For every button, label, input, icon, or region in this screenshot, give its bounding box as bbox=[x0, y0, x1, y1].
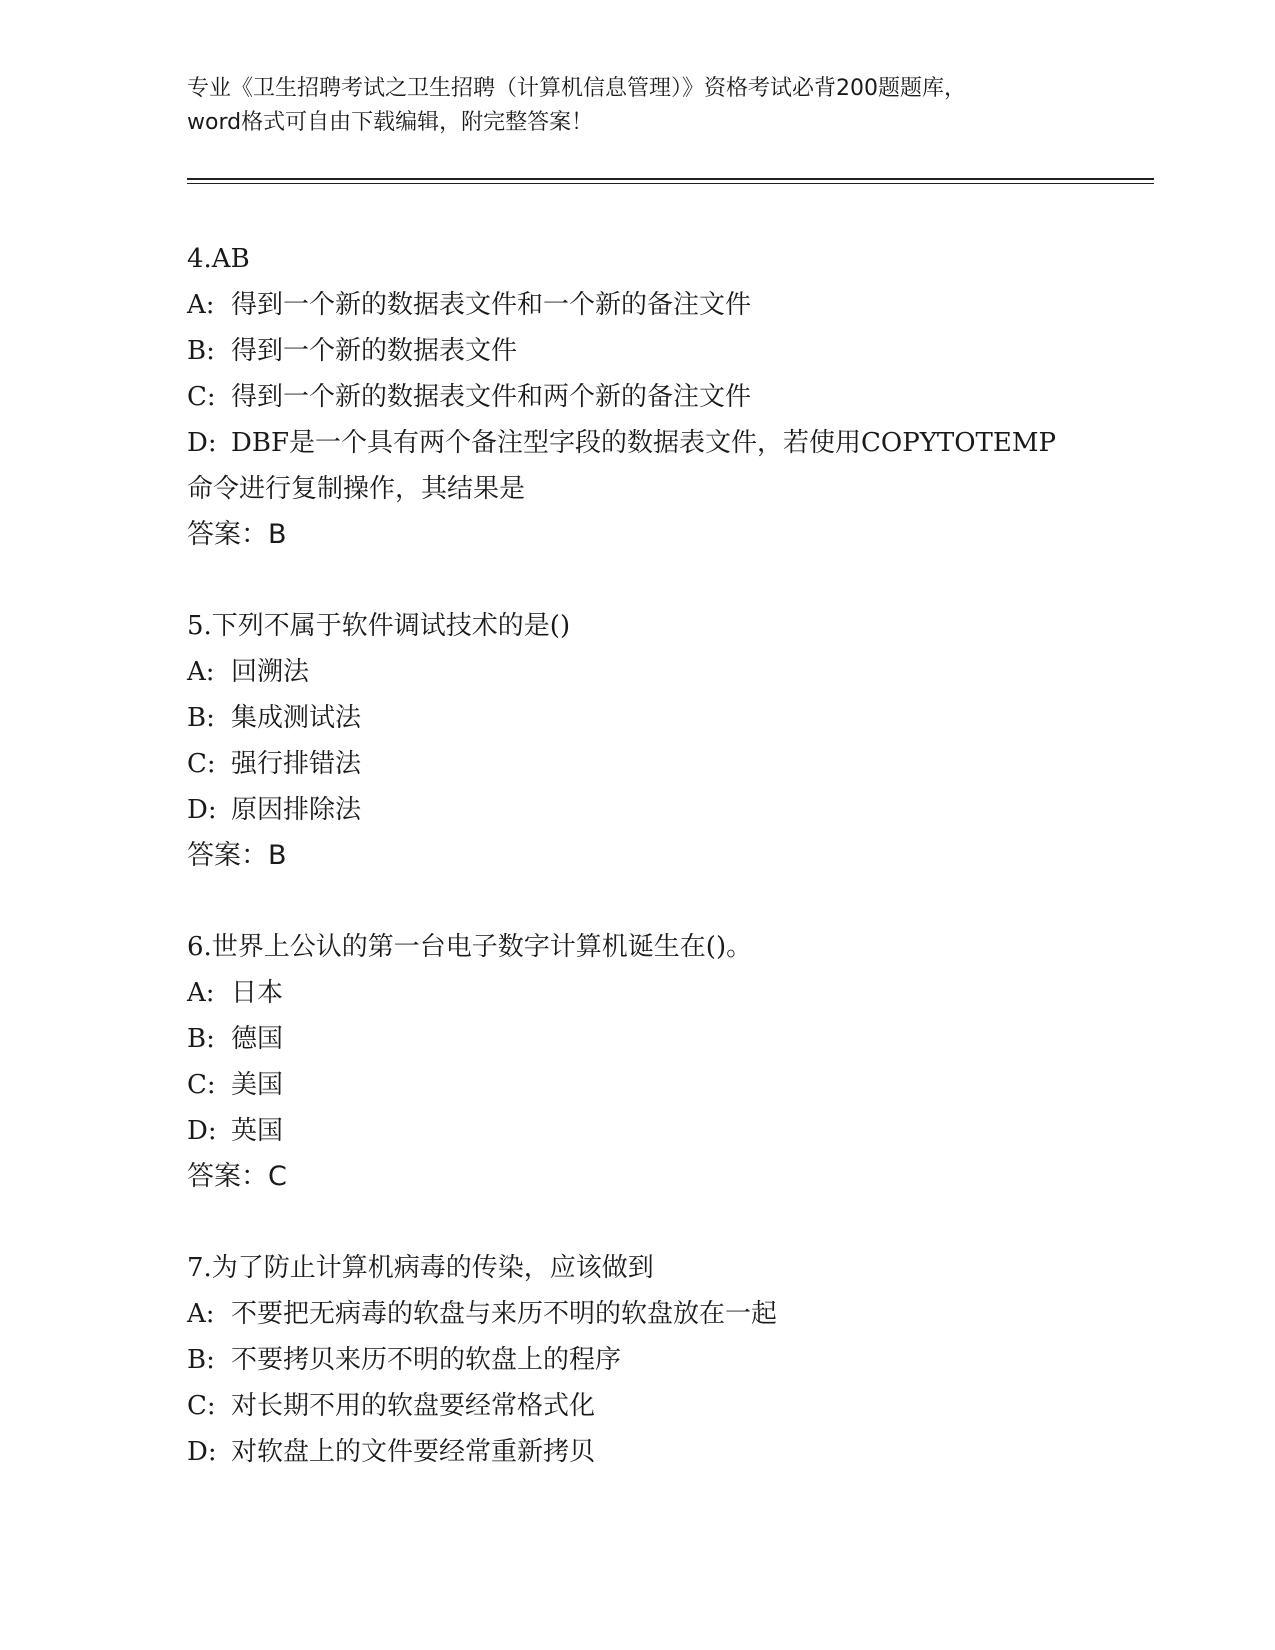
option-text: 得到一个新的数据表文件和两个新的备注文件 bbox=[231, 382, 752, 412]
option-c bbox=[187, 374, 1107, 420]
option-key: B: bbox=[187, 336, 215, 366]
option-text: 德国 bbox=[231, 1024, 284, 1054]
option-text: 日本 bbox=[231, 978, 284, 1008]
option-key: A: bbox=[187, 1299, 215, 1329]
option-text: 得到一个新的数据表文件 bbox=[231, 336, 518, 366]
question-stem: 5.下列不属于软件调试技术的是() bbox=[187, 611, 571, 641]
option-key: C: bbox=[187, 1391, 216, 1421]
answer-line: 答案：C bbox=[187, 1161, 287, 1192]
option-key: D: bbox=[187, 1116, 217, 1146]
option-a bbox=[187, 282, 1107, 328]
option-text: 不要拷贝来历不明的软盘上的程序 bbox=[231, 1345, 622, 1375]
option-a bbox=[187, 649, 1107, 695]
option-d bbox=[187, 1429, 1107, 1475]
question-list bbox=[187, 236, 1107, 1520]
option-a bbox=[187, 970, 1107, 1016]
option-b bbox=[187, 1337, 1107, 1383]
header-line-1: 专业《卫生招聘考试之卫生招聘（计算机信息管理）》资格考试必背200题题库， bbox=[187, 76, 966, 101]
option-b bbox=[187, 328, 1107, 374]
question-stem: 4.AB bbox=[187, 244, 250, 274]
option-c bbox=[187, 1062, 1107, 1108]
option-key: D: bbox=[187, 428, 217, 458]
question-4 bbox=[187, 236, 1107, 558]
option-b bbox=[187, 1016, 1107, 1062]
option-key: B: bbox=[187, 1345, 215, 1375]
question-stem: 7.为了防止计算机病毒的传染，应该做到 bbox=[187, 1253, 654, 1283]
option-text: 英国 bbox=[231, 1116, 284, 1146]
option-text: 不要把无病毒的软盘与来历不明的软盘放在一起 bbox=[231, 1299, 778, 1329]
option-key: A: bbox=[187, 978, 215, 1008]
option-b bbox=[187, 695, 1107, 741]
option-text: 集成测试法 bbox=[231, 703, 362, 733]
option-d bbox=[187, 420, 1107, 466]
header-line-2: word格式可自由下载编辑，附完整答案！ bbox=[187, 110, 594, 135]
option-c bbox=[187, 741, 1107, 787]
header-divider-thin bbox=[187, 183, 1154, 184]
question-stem: 6.世界上公认的第一台电子数字计算机诞生在()。 bbox=[187, 932, 753, 962]
option-c bbox=[187, 1383, 1107, 1429]
option-key: B: bbox=[187, 703, 215, 733]
question-6 bbox=[187, 924, 1107, 1200]
option-text: 对长期不用的软盘要经常格式化 bbox=[231, 1391, 596, 1421]
option-text: 得到一个新的数据表文件和一个新的备注文件 bbox=[231, 290, 752, 320]
option-d bbox=[187, 1108, 1107, 1154]
option-text: DBF是一个具有两个备注型字段的数据表文件，若使用COPYTOTEMP bbox=[231, 428, 1056, 458]
option-key: C: bbox=[187, 1070, 216, 1100]
question-7 bbox=[187, 1245, 1107, 1475]
option-text: 回溯法 bbox=[231, 657, 310, 687]
option-d bbox=[187, 787, 1107, 833]
option-key: D: bbox=[187, 1437, 217, 1467]
option-key: A: bbox=[187, 290, 215, 320]
option-text: 对软盘上的文件要经常重新拷贝 bbox=[231, 1437, 596, 1467]
option-continuation: 命令进行复制操作，其结果是 bbox=[187, 474, 526, 504]
option-text: 美国 bbox=[231, 1070, 284, 1100]
document-header bbox=[187, 72, 1147, 140]
answer-line: 答案：B bbox=[187, 519, 287, 550]
option-text: 原因排除法 bbox=[231, 795, 362, 825]
option-key: B: bbox=[187, 1024, 215, 1054]
header-divider-thick bbox=[187, 178, 1154, 180]
option-text: 强行排错法 bbox=[231, 749, 362, 779]
option-key: C: bbox=[187, 749, 216, 779]
option-key: C: bbox=[187, 382, 216, 412]
answer-line: 答案：B bbox=[187, 840, 287, 871]
option-key: D: bbox=[187, 795, 217, 825]
question-5 bbox=[187, 603, 1107, 879]
option-a bbox=[187, 1291, 1107, 1337]
option-key: A: bbox=[187, 657, 215, 687]
